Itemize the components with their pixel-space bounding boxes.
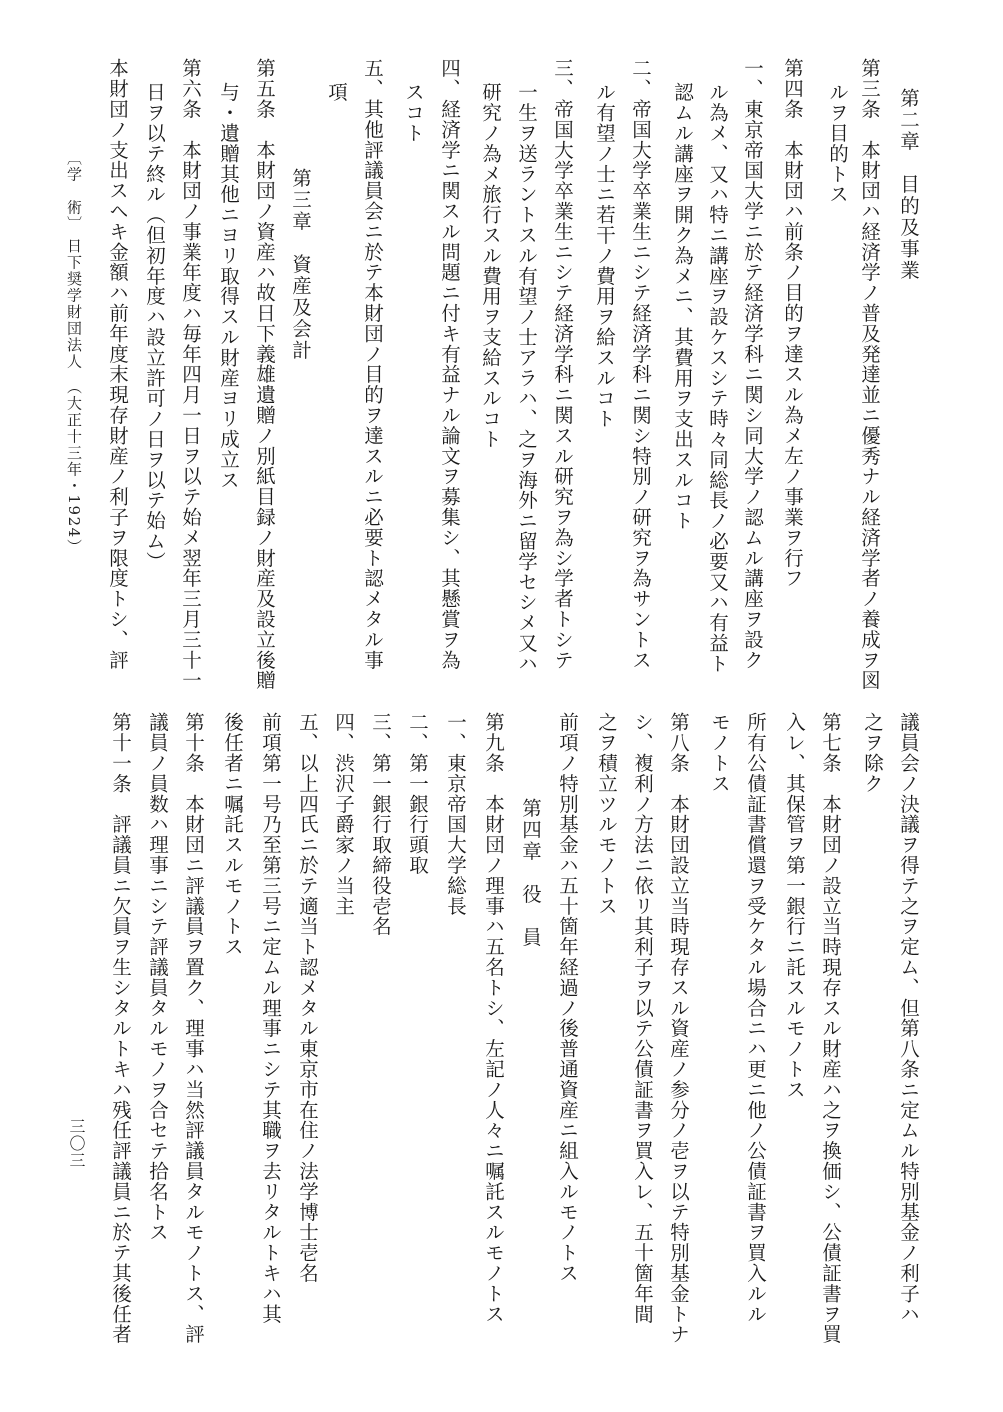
chapter4-heading: 第四章 役 員 [519,798,542,949]
article9-line-c: 後任者ニ嘱託スルモノトス [221,712,244,957]
article9-item1: 一、東京帝国大学総長 [444,712,467,916]
page-number: 三〇三 [67,1118,86,1169]
article4-item5-line1: 五、其他評議員会ニ於テ本財団ノ目的ヲ達スルニ必要ト認メタル事 [361,58,384,670]
article7-line1: 第七条 本財団ノ設立当時現存スル財産ハ之ヲ換価シ、公債証書ヲ買 [819,712,842,1345]
organization-title: 日下奨学財団法人 （大正十三年・1924） [65,238,83,556]
continued-line1: 議員会ノ決議ヲ得テ之ヲ定ム、但第八条ニ定ムル特別基金ノ利子ハ [897,712,920,1324]
article6-line1: 第六条 本財団ノ事業年度ハ毎年四月一日ヲ以テ始メ翌年三月三十一 [179,58,202,691]
article3-line2: ルヲ目的トス [826,82,849,205]
article5-line1: 第五条 本財団ノ資産ハ故日下義雄遺贈ノ別紙目録ノ財産及設立後贈 [253,58,276,691]
article4-item1-line2: ル為メ、又ハ特ニ講座ヲ設ケスシテ時々同総長ノ必要又ハ有益ト [706,82,729,674]
article8-line1: 第八条 本財団設立当時現存スル資産ノ参分ノ壱ヲ以テ特別基金トナ [667,712,690,1345]
article6-line3: 本財団ノ支出スヘキ金額ハ前年度末現存財産ノ利子ヲ限度トシ、評 [106,58,129,670]
article8-line4: 前項ノ特別基金ハ五十箇年経過ノ後普通資産ニ組入ルモノトス [556,712,579,1284]
article4-item2-line1: 二、帝国大学卒業生ニシテ経済学科ニ関シ特別ノ研究ヲ為サントス [629,58,652,670]
continued-line2: 之ヲ除ク [861,712,884,794]
article10-line1: 第十条 本財団ニ評議員ヲ置ク、理事ハ当然評議員タルモノトス、評 [182,712,205,1345]
article7-line4: モノトス [708,712,731,794]
article8-line2: シ、複利ノ方法ニ依リ其利子ヲ以テ公債証書ヲ買入レ、五十箇年間 [631,712,654,1324]
article9-line-b: 前項第一号乃至第三号ニ定ムル理事ニシテ其職ヲ去リタルトキハ其 [259,712,282,1324]
article4-item2-line2: ル有望ノ士ニ若干ノ費用ヲ給スルコト [593,82,616,429]
article4-item5-line2: 項 [325,82,348,103]
article6-line2: 日ヲ以テ終ル（但初年度ハ設立許可ノ日ヲ以テ始ム） [143,82,166,572]
article9-item4: 四、渋沢子爵家ノ当主 [332,712,355,916]
article5-line2: 与・遺贈其他ニヨリ取得スル財産ヨリ成立ス [217,82,240,490]
article9-line1: 第九条 本財団ノ理事ハ五名トシ、左記ノ人々ニ嘱託スルモノトス [482,712,505,1324]
article4-item4-line2: スコト [402,82,425,144]
article4-item3-line3: 研究ノ為メ旅行スル費用ヲ支給スルコト [479,82,502,450]
article9-item5: 五、以上四氏ニ於テ適当ト認メタル東京市在住ノ法学博士壱名 [296,712,319,1284]
article11-line1: 第十一条 評議員ニ欠員ヲ生シタルトキハ残任評議員ニ於テ其後任者 [109,712,132,1345]
article4-line1: 第四条 本財団ハ前条ノ目的ヲ達スル為メ左ノ事業ヲ行フ [781,58,804,589]
article9-item3: 三、第一銀行取締役壱名 [369,712,392,937]
article4-item3-line2: 一生ヲ送ラントスル有望ノ士アラハ、之ヲ海外ニ留学セシメ又ハ [515,82,538,674]
article3-line1: 第三条 本財団ハ経済学ノ普及発達並ニ優秀ナル経済学者ノ養成ヲ図 [858,58,881,691]
article4-item3-line1: 三、帝国大学卒業生ニシテ経済学科ニ関スル研究ヲ為シ学者トシテ [551,58,574,670]
article4-item4-line1: 四、経済学ニ関スル問題ニ付キ有益ナル論文ヲ募集シ、其懸賞ヲ為 [438,58,461,670]
article4-item1-line1: 一、東京帝国大学ニ於テ経済学科ニ関シ同大学ノ認ムル講座ヲ設ク [741,58,764,670]
article8-line3: 之ヲ積立ツルモノトス [595,712,618,916]
section-label: 〔学 術〕 [65,150,83,233]
article4-item1-line3: 認ムル講座ヲ開ク為メニ、其費用ヲ支出スルコト [671,82,694,531]
article9-item2: 二、第一銀行頭取 [406,712,429,876]
chapter3-heading: 第三章 資産及会計 [289,168,312,362]
article10-line2: 議員ノ員数ハ理事ニシテ評議員タルモノヲ合セテ拾名トス [146,712,169,1243]
article7-line2: 入レ、其保管ヲ第一銀行ニ託スルモノトス [783,712,806,1100]
article7-line3: 所有公債証書償還ヲ受ケタル場合ニハ更ニ他ノ公債証書ヲ買入ルル [744,712,767,1324]
chapter2-heading: 第二章 目的及事業 [897,88,920,282]
